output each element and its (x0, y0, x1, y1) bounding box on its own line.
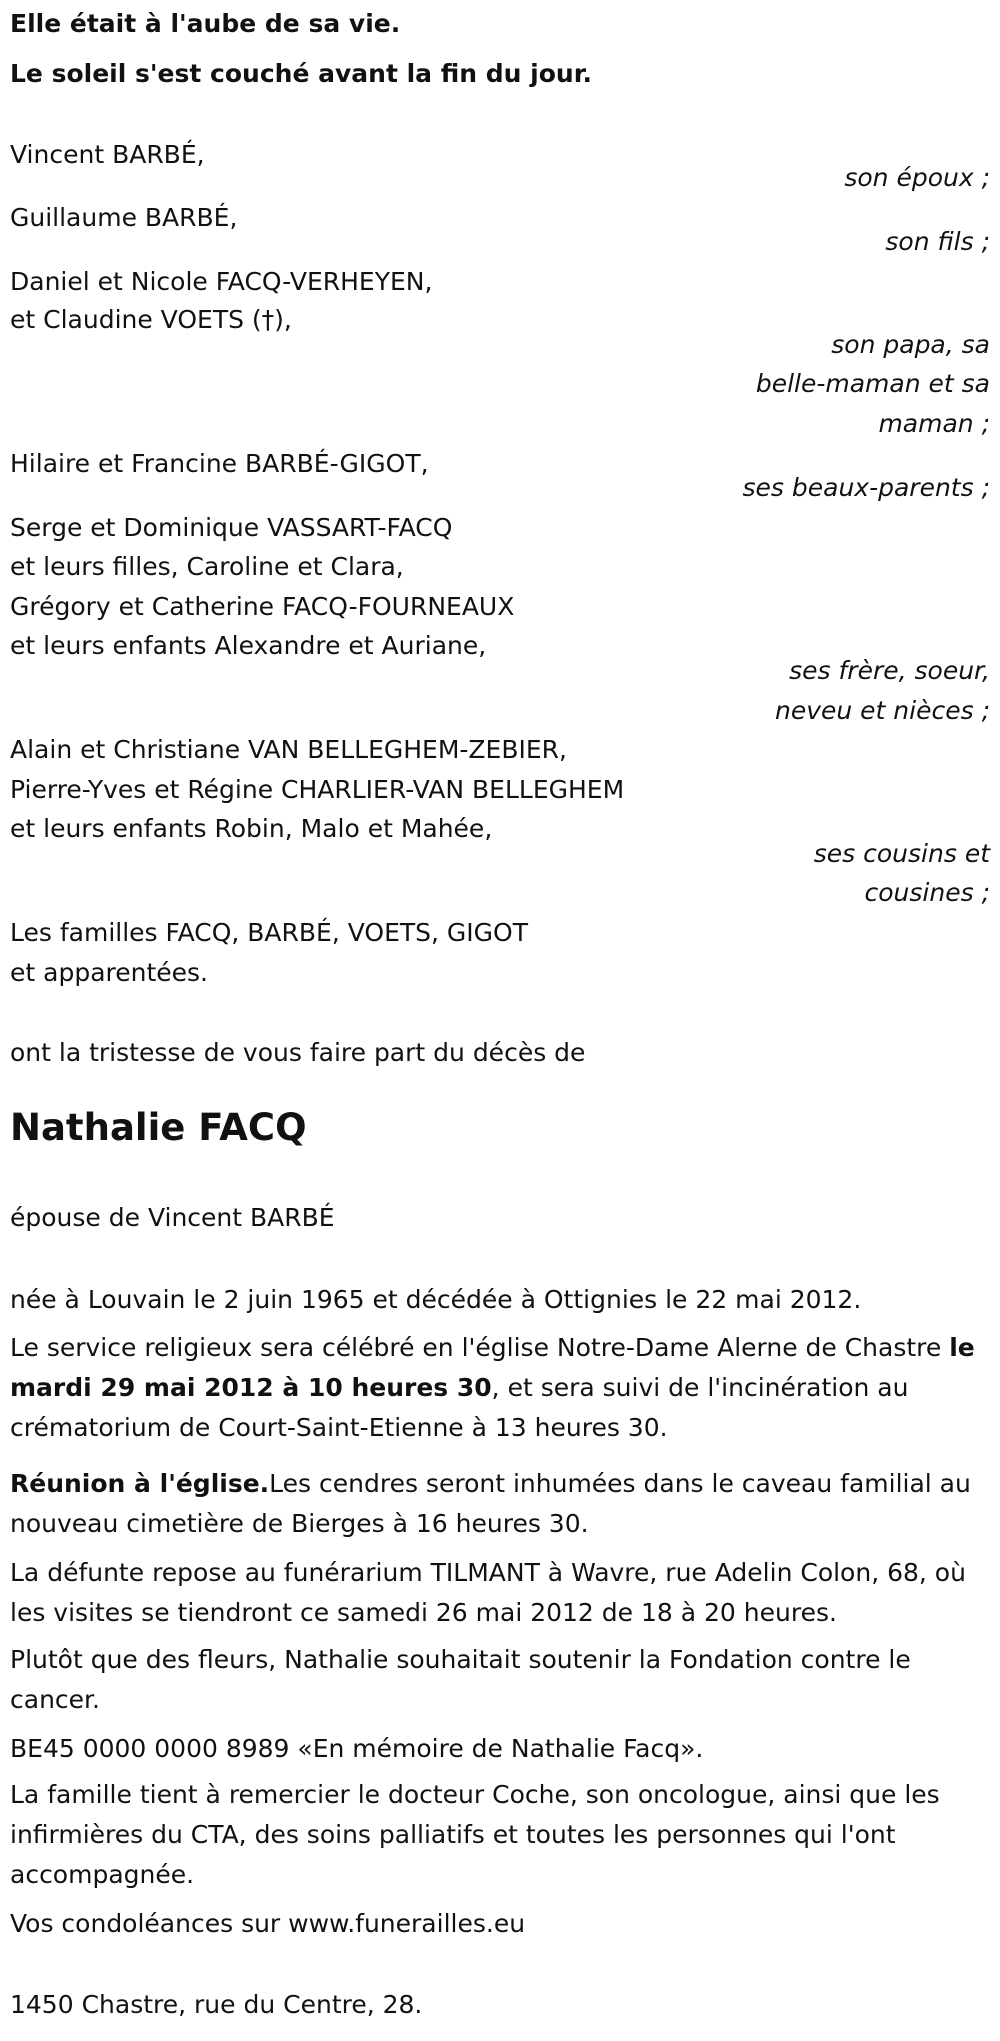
account-line: BE45 0000 0000 8989 «En mémoire de Nathalie Facq». (10, 1734, 704, 1763)
parents-relation-3: maman ; (878, 409, 990, 438)
cousins-line-1: Alain et Christiane VAN BELLEGHEM-ZEBIER, (10, 735, 567, 764)
service-date: le mardi 29 mai 2012 à 10 heures 30 (10, 1333, 975, 1402)
cousins-relation-2: cousines ; (864, 878, 990, 907)
siblings-line-4: et leurs enfants Alexandre et Auriane, (10, 631, 487, 660)
visits-paragraph: La défunte repose au funérarium TILMANT à Wavre, rue Adelin Colon, 68, où les visites se tiendront ce samedi 26 mai 2012 de 18 à 20 heures. (10, 1558, 966, 1627)
address-line: 1450 Chastre, rue du Centre, 28. (10, 1990, 423, 2019)
parents-relation-1: son papa, sa (831, 330, 990, 359)
inlaws-relation: ses beaux-parents ; (742, 473, 990, 502)
siblings-relation-2: neveu et nièces ; (774, 696, 990, 725)
parents-relation-2: belle-maman et sa (755, 369, 990, 398)
husband-name: Vincent BARBÉ, (10, 140, 205, 169)
announcement-text: ont la tristesse de vous faire part du décès de (10, 1038, 586, 1067)
siblings-relation-1: ses frère, soeur, (789, 656, 990, 685)
siblings-line-3: Grégory et Catherine FACQ-FOURNEAUX (10, 592, 515, 621)
cousins-line-2: Pierre-Yves et Régine CHARLIER-VAN BELLEGHEM (10, 775, 625, 804)
son-relation: son fils ; (885, 227, 990, 256)
service-paragraph (10, 1328, 995, 1448)
parents-line-1: Daniel et Nicole FACQ-VERHEYEN, (10, 267, 433, 296)
parents-line-2: et Claudine VOETS (†), (10, 305, 292, 334)
reunion-text: Les cendres seront inhumées dans le caveau familial au nouveau cimetière de Bierges à 16 heures 30. (10, 1469, 971, 1538)
condolences-line: Vos condoléances sur www.funerailles.eu (10, 1909, 526, 1938)
service-text-2: , et sera suivi de l'incinération au crématorium de Court-Saint-Etienne à 13 heures 30. (10, 1373, 909, 1442)
flowers-paragraph: Plutôt que des fleurs, Nathalie souhaitait soutenir la Fondation contre le cancer. (10, 1645, 911, 1714)
birth-death-text: née à Louvain le 2 juin 1965 et décédée à Ottignies le 22 mai 2012. (10, 1285, 862, 1314)
deceased-name: Nathalie FACQ (10, 1106, 307, 1149)
families-line-2: et apparentées. (10, 958, 208, 987)
service-text-1: Le service religieux sera célébré en l'église Notre-Dame Alerne de Chastre (10, 1333, 950, 1362)
cousins-line-3: et leurs enfants Robin, Malo et Mahée, (10, 814, 493, 843)
husband-relation: son époux ; (844, 163, 990, 192)
cousins-relation-1: ses cousins et (813, 839, 990, 868)
spouse-of: épouse de Vincent BARBÉ (10, 1203, 335, 1232)
reunion-heading: Réunion à l'église. (10, 1469, 270, 1498)
epigraph-line-2: Le soleil s'est couché avant la fin du jour. (10, 59, 592, 88)
epigraph-line-1: Elle était à l'aube de sa vie. (10, 9, 401, 38)
reunion-paragraph (10, 1464, 995, 1544)
thanks-paragraph: La famille tient à remercier le docteur Coche, son oncologue, ainsi que les infirmières du CTA, des soins palliatifs et toutes les personnes qui l'ont accompagnée. (10, 1780, 940, 1889)
inlaws-name: Hilaire et Francine BARBÉ-GIGOT, (10, 449, 429, 478)
son-name: Guillaume BARBÉ, (10, 203, 238, 232)
siblings-line-2: et leurs filles, Caroline et Clara, (10, 552, 404, 581)
families-line-1: Les familles FACQ, BARBÉ, VOETS, GIGOT (10, 918, 528, 947)
siblings-line-1: Serge et Dominique VASSART-FACQ (10, 513, 453, 542)
